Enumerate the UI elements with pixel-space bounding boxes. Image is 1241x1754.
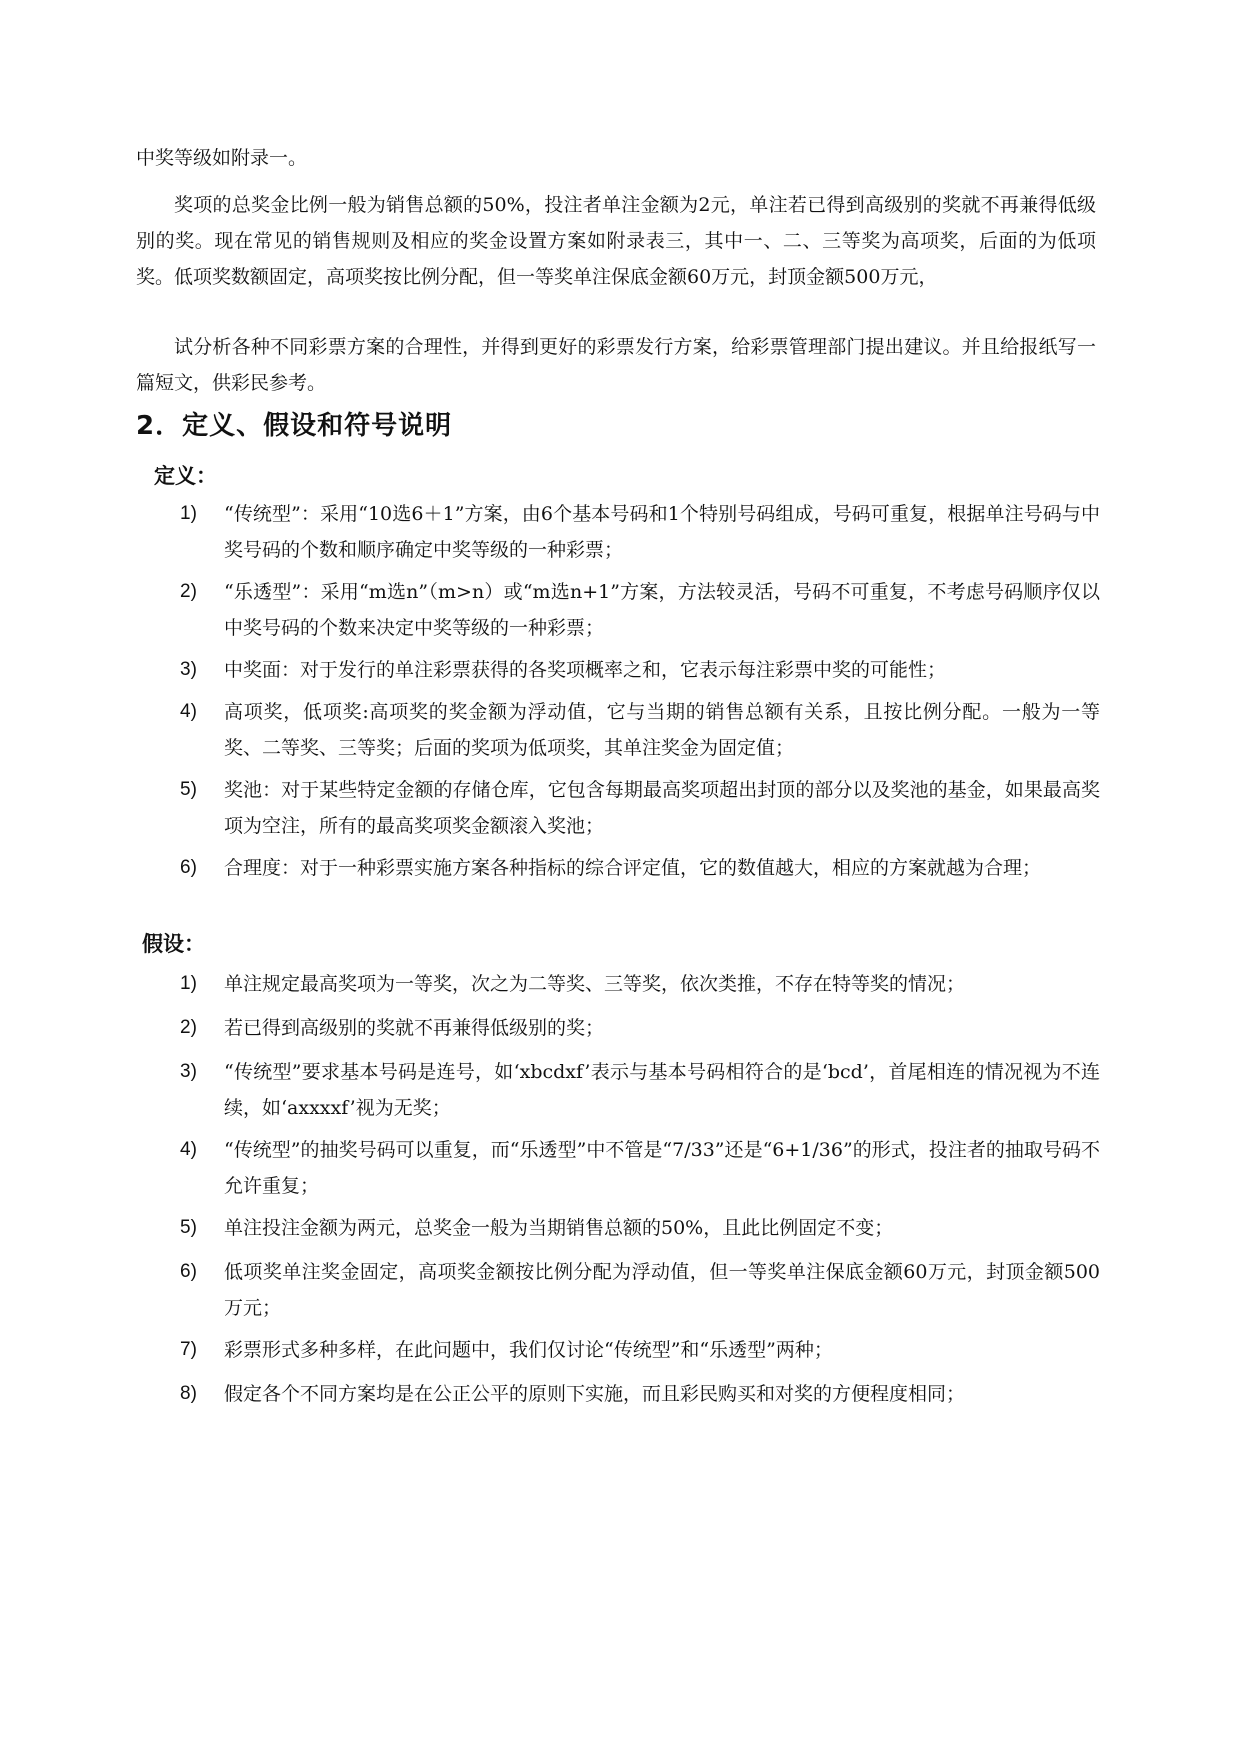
assumptions-heading: 假设： [142,932,205,956]
definition-item [180,694,1100,766]
item-text: 中奖面：对于发行的单注彩票获得的各奖项概率之和，它表示每注彩票中奖的可能性； [224,659,947,681]
item-text: “传统型”要求基本号码是连号，如‘xbcdxf’表示与基本号码相符合的是‘bcd’，首尾相连的情况视为不连续，如‘axxxxf’视为无奖； [224,1061,1100,1119]
item-number: 6) [180,1261,197,1282]
assumption-item [180,1132,1100,1204]
item-text: 彩票形式多种多样，在此问题中，我们仅讨论“传统型”和“乐透型”两种； [224,1339,833,1361]
item-text: 高项奖，低项奖:高项奖的奖金额为浮动值，它与当期的销售总额有关系，且按比例分配。一般为一等奖、二等奖、三等奖；后面的奖项为低项奖，其单注奖金为固定值； [224,701,1100,759]
paragraph-intro: 中奖等级如附录一。 [136,147,308,169]
item-number: 7) [180,1339,197,1360]
item-text: 单注投注金额为两元，总奖金一般为当期销售总额的50%，且此比例固定不变； [224,1217,894,1239]
assumption-item [180,1376,1100,1412]
assumption-item [180,1210,1100,1246]
assumption-item [180,966,1100,1002]
item-number: 2) [180,1017,197,1038]
definition-item [180,772,1100,844]
item-text: 合理度：对于一种彩票实施方案各种指标的综合评定值，它的数值越大，相应的方案就越为合理； [224,857,1042,879]
item-number: 2) [180,581,197,602]
item-number: 6) [180,857,197,878]
item-number: 4) [180,701,197,722]
item-text: “乐透型”：采用“m选n”（m>n）或“m选n+1”方案，方法较灵活，号码不可重复，不考虑号码顺序仅以中奖号码的个数来决定中奖等级的一种彩票； [224,581,1100,639]
item-number: 3) [180,659,197,680]
definition-item [180,652,1100,688]
assumption-item [180,1054,1100,1126]
item-text: 假定各个不同方案均是在公正公平的原则下实施，而且彩民购买和对奖的方便程度相同； [224,1383,966,1405]
definition-item [180,850,1100,886]
definition-item [180,496,1100,568]
assumption-item [180,1332,1100,1368]
paragraph-task: 试分析各种不同彩票方案的合理性，并得到更好的彩票发行方案，给彩票管理部门提出建议。并且给报纸写一篇短文，供彩民参考。 [136,336,1096,394]
item-text: “传统型”的抽奖号码可以重复，而“乐透型”中不管是“7/33”还是“6+1/36”的形式，投注者的抽取号码不允许重复； [224,1139,1100,1197]
item-number: 3) [180,1061,197,1082]
paragraph-prize-rules: 奖项的总奖金比例一般为销售总额的50%，投注者单注金额为2元，单注若已得到高级别的奖就不再兼得低级别的奖。现在常见的销售规则及相应的奖金设置方案如附录表三，其中一、二、三等奖为高项奖，后面的为低项奖。低项奖数额固定，高项奖按比例分配，但一等奖单注保底金额60万元，封顶金额500万元， [136,194,1096,288]
item-text: 低项奖单注奖金固定，高项奖金额按比例分配为浮动值，但一等奖单注保底金额60万元，封顶金额500万元； [224,1261,1100,1319]
item-number: 4) [180,1139,197,1160]
item-number: 1) [180,503,197,524]
item-number: 5) [180,1217,197,1238]
item-number: 5) [180,779,197,800]
item-text: 奖池：对于某些特定金额的存储仓库，它包含每期最高奖项超出封顶的部分以及奖池的基金，如果最高奖项为空注，所有的最高奖项奖金额滚入奖池； [224,779,1100,837]
item-number: 8) [180,1383,197,1404]
item-text: “传统型”：采用“10选6＋1”方案，由6个基本号码和1个特别号码组成，号码可重复，根据单注号码与中奖号码的个数和顺序确定中奖等级的一种彩票； [224,503,1100,561]
definitions-heading: 定义： [154,464,217,488]
section-heading: 2．定义、假设和符号说明 [136,411,453,441]
item-text: 若已得到高级别的奖就不再兼得低级别的奖； [224,1017,605,1039]
assumption-item [180,1010,1100,1046]
item-number: 1) [180,973,197,994]
item-text: 单注规定最高奖项为一等奖，次之为二等奖、三等奖，依次类推，不存在特等奖的情况； [224,973,966,995]
assumption-item [180,1254,1100,1326]
definition-item [180,574,1100,646]
